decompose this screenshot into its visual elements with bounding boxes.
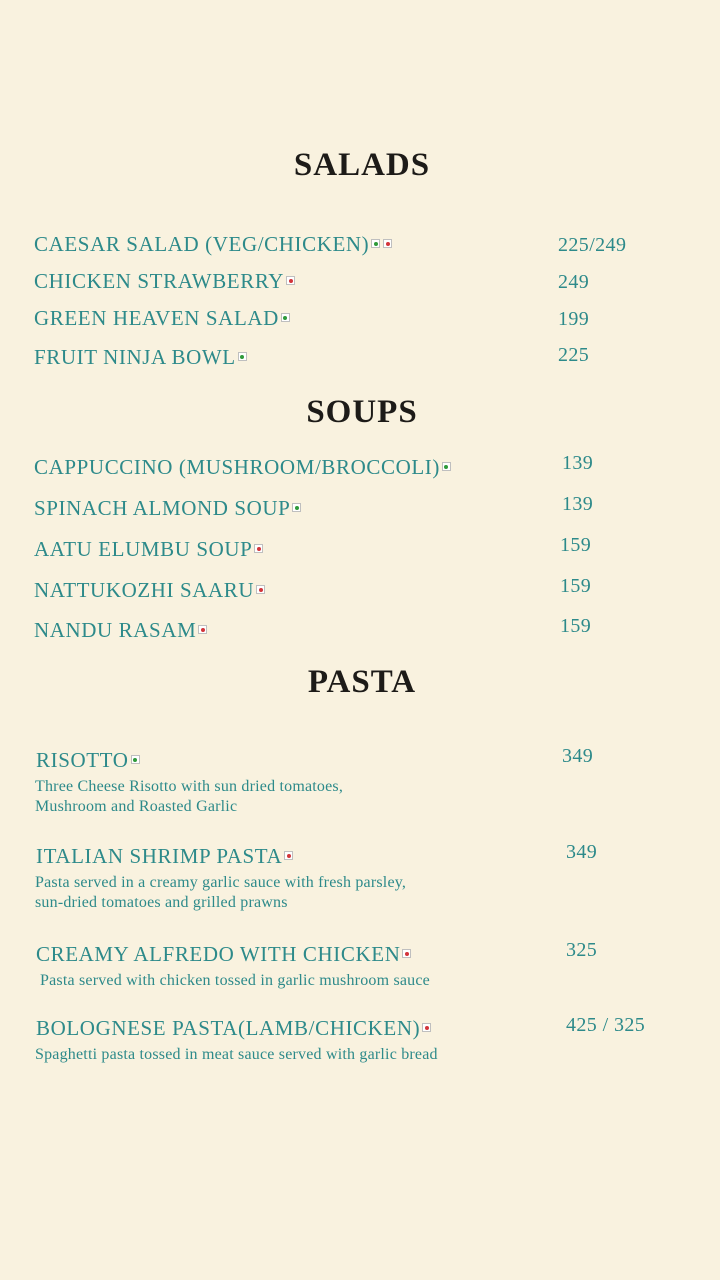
menu-item: [34, 345, 250, 370]
item-name: CREAMY ALFREDO WITH CHICKEN: [36, 942, 401, 966]
item-price: 159: [560, 615, 592, 637]
item-description: [35, 873, 406, 913]
item-description: [35, 777, 343, 817]
non-veg-mark-icon: [198, 625, 207, 634]
description-line: sun-dried tomatoes and grilled prawns: [35, 894, 288, 911]
item-name: SPINACH ALMOND SOUP: [34, 496, 291, 520]
item-name: ITALIAN SHRIMP PASTA: [36, 844, 283, 868]
menu-item: [34, 496, 304, 521]
item-price: 139: [562, 493, 594, 515]
item-name: BOLOGNESE PASTA(LAMB/CHICKEN): [36, 1016, 421, 1040]
item-name: NATTUKOZHI SAARU: [34, 578, 255, 602]
non-veg-mark-icon: [402, 949, 411, 958]
item-price: 425 / 325: [566, 1014, 646, 1036]
menu-item: [34, 618, 210, 643]
item-name: AATU ELUMBU SOUP: [34, 537, 253, 561]
item-price: 349: [562, 745, 594, 767]
description-line: Three Cheese Risotto with sun dried tomatoes,: [35, 778, 344, 795]
item-price: 225: [558, 344, 590, 366]
description-line: Spaghetti pasta tossed in meat sauce served with garlic bread: [35, 1046, 438, 1063]
veg-mark-icon: [281, 313, 290, 322]
non-veg-mark-icon: [256, 585, 265, 594]
item-price: 139: [562, 452, 594, 474]
menu-item: [34, 537, 266, 562]
veg-mark-icon: [371, 239, 380, 248]
item-price: 199: [558, 308, 590, 330]
item-name: FRUIT NINJA BOWL: [34, 345, 236, 369]
item-price: 159: [560, 534, 592, 556]
item-price: 349: [566, 841, 598, 863]
menu-item: [34, 306, 293, 331]
section-title-pasta: PASTA: [307, 664, 417, 700]
non-veg-mark-icon: [254, 544, 263, 553]
item-price: 325: [566, 939, 598, 961]
menu-item: [36, 1016, 434, 1041]
item-name: RISOTTO: [36, 748, 129, 772]
item-name: GREEN HEAVEN SALAD: [34, 306, 279, 330]
item-description: [40, 971, 430, 991]
description-line: Pasta served with chicken tossed in garlic mushroom sauce: [40, 972, 430, 989]
veg-mark-icon: [292, 503, 301, 512]
item-name: CAESAR SALAD (VEG/CHICKEN): [34, 232, 370, 256]
menu-item: [36, 748, 143, 773]
menu-item: [36, 942, 414, 967]
menu-item: [34, 455, 454, 480]
item-description: [35, 1045, 438, 1065]
menu-item: [34, 269, 298, 294]
description-line: Mushroom and Roasted Garlic: [35, 798, 238, 815]
non-veg-mark-icon: [286, 276, 295, 285]
non-veg-mark-icon: [383, 239, 392, 248]
menu-item: [36, 844, 296, 869]
non-veg-mark-icon: [422, 1023, 431, 1032]
veg-mark-icon: [238, 352, 247, 361]
veg-mark-icon: [442, 462, 451, 471]
item-name: CHICKEN STRAWBERRY: [34, 269, 285, 293]
description-line: Pasta served in a creamy garlic sauce with fresh parsley,: [35, 874, 407, 891]
item-price: 159: [560, 575, 592, 597]
menu-item: [34, 232, 395, 257]
non-veg-mark-icon: [284, 851, 293, 860]
menu-item: [34, 578, 268, 603]
item-price: 249: [558, 271, 590, 293]
section-title-soups: SOUPS: [306, 394, 418, 430]
veg-mark-icon: [131, 755, 140, 764]
item-price: 225/249: [558, 234, 627, 256]
item-name: NANDU RASAM: [34, 618, 197, 642]
section-title-salads: SALADS: [293, 147, 431, 183]
item-name: CAPPUCCINO (MUSHROOM/BROCCOLI): [34, 455, 440, 479]
